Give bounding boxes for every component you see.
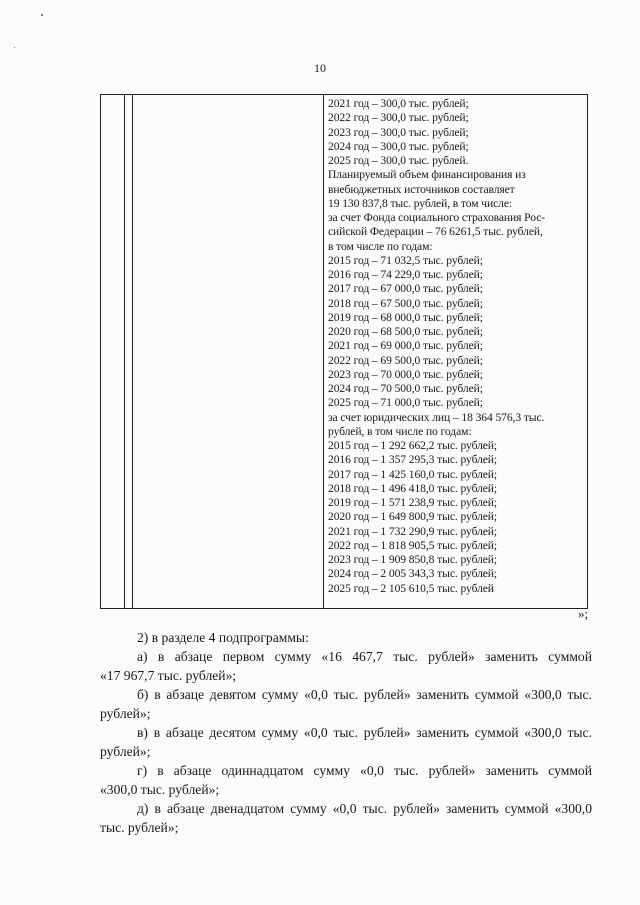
financing-line: Планируемый объем финансирования из [328, 168, 526, 182]
financing-line: 2022 год – 69 500,0 тыс. рублей; [328, 353, 483, 367]
financing-line: 2018 год – 1 496 418,0 тыс. рублей; [328, 481, 498, 495]
financing-line: 2020 год – 68 500,0 тыс. рублей; [328, 325, 483, 338]
item-2-heading: 2) в разделе 4 подпрограммы: [137, 630, 309, 645]
financing-line: 2018 год – 67 500,0 тыс. рублей; [328, 296, 483, 310]
financing-line: за счет Фонда социального страхования Рос- [328, 211, 546, 224]
financing-line: 2023 год – 300,0 тыс. рублей; [328, 125, 469, 139]
financing-line: 2015 год – 1 292 662,2 тыс. рублей; [328, 439, 498, 452]
financing-line: внебюджетных источников составляет [328, 182, 515, 196]
page-number: 10 [314, 61, 326, 75]
financing-line: 2024 год – 70 500,0 тыс. рублей; [328, 382, 483, 395]
amendment-b-line-2: рублей»; [100, 706, 151, 721]
financing-line: 2020 год – 1 649 800,9 тыс. рублей; [328, 510, 498, 524]
amendment-b-line-1: б) в абзаце девятом сумму «0,0 тыс. рублей» заменить суммой «300,0 тыс. [137, 687, 592, 702]
financing-line: 2017 год – 1 425 160,0 тыс. рублей; [328, 467, 498, 481]
financing-line: за счет юридических лиц – 18 364 576,3 тыс. [328, 410, 545, 424]
financing-line: 2025 год – 2 105 610,5 тыс. рублей [328, 581, 494, 595]
amendment-g-line-2: «300,0 тыс. рублей»; [100, 782, 220, 797]
table-column-divider [132, 95, 133, 608]
table-column-divider [124, 95, 125, 608]
amendments-section [100, 628, 592, 837]
financing-line: 2025 год – 71 000,0 тыс. рублей; [328, 396, 483, 410]
financing-line: 2016 год – 74 229,0 тыс. рублей; [328, 268, 483, 281]
amendment-a-line-1: а) в абзаце первом сумму «16 467,7 тыс. рублей» заменить суммой [137, 649, 592, 664]
scan-speck [41, 14, 43, 16]
financing-line: 2022 год – 1 818 905,5 тыс. рублей; [328, 538, 498, 552]
amendment-v-line-1: в) в абзаце десятом сумму «0,0 тыс. рублей» заменить суммой «300,0 тыс. [137, 725, 592, 740]
financing-line: 2019 год – 1 571 238,9 тыс. рублей; [328, 496, 498, 509]
scan-speck [14, 47, 15, 48]
financing-line: 2021 год – 1 732 290,9 тыс. рублей; [328, 524, 498, 538]
financing-line: рублей, в том числе по годам: [328, 424, 472, 438]
financing-line: 2019 год – 68 000,0 тыс. рублей; [328, 310, 483, 324]
financing-line: 2024 год – 2 005 343,3 тыс. рублей; [328, 567, 498, 581]
financing-line: 2017 год – 67 000,0 тыс. рублей; [328, 282, 483, 296]
financing-line: 2024 год – 300,0 тыс. рублей; [328, 139, 469, 153]
closing-quote: »; [578, 606, 589, 621]
amendment-d-line-1: д) в абзаце двенадцатом сумму «0,0 тыс. рублей» заменить суммой «300,0 [137, 801, 592, 816]
financing-line: 19 130 837,8 тыс. рублей, в том числе: [328, 196, 513, 210]
financing-line: 2023 год – 1 909 850,8 тыс. рублей; [328, 553, 498, 566]
amendment-v-line-2: рублей»; [100, 744, 151, 759]
financing-cell-text [328, 97, 586, 596]
financing-line: 2021 год – 300,0 тыс. рублей; [328, 97, 469, 110]
amendment-d-line-2: тыс. рублей»; [100, 820, 179, 835]
financing-line: сийской Федерации – 76 6261,5 тыс. рублей, [328, 225, 543, 239]
table-column-divider [323, 95, 324, 608]
amendment-a-line-2: «17 967,7 тыс. рублей»; [100, 668, 237, 683]
financing-line: 2015 год – 71 032,5 тыс. рублей; [328, 253, 483, 267]
amendment-g-line-1: г) в абзаце одиннадцатом сумму «0,0 тыс. рублей» заменить суммой [137, 763, 592, 778]
financing-line: 2025 год – 300,0 тыс. рублей. [328, 154, 469, 167]
financing-line: 2022 год – 300,0 тыс. рублей; [328, 111, 469, 125]
financing-line: 2021 год – 69 000,0 тыс. рублей; [328, 339, 483, 353]
financing-line: 2016 год – 1 357 295,3 тыс. рублей; [328, 453, 498, 467]
financing-line: в том числе по годам: [328, 239, 433, 253]
financing-line: 2023 год – 70 000,0 тыс. рублей; [328, 367, 483, 381]
financing-table [100, 94, 588, 609]
